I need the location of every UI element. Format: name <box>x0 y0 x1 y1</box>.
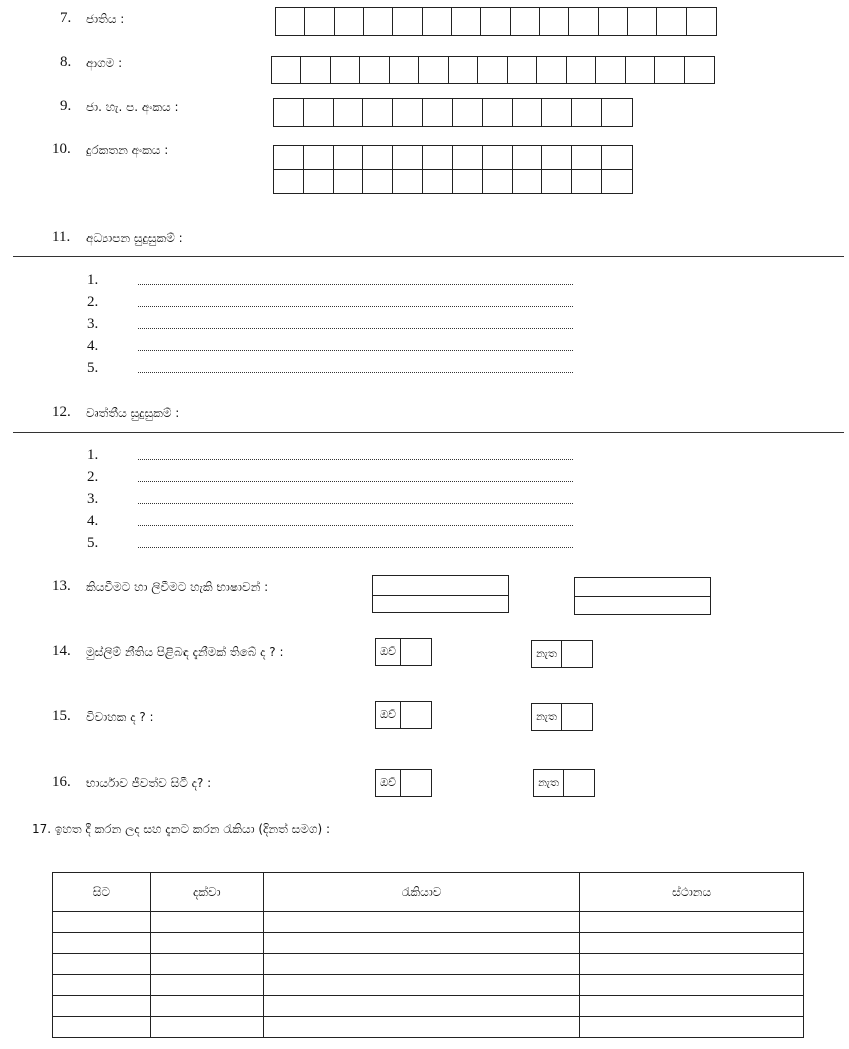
character-box[interactable] <box>274 99 304 126</box>
q11-item-number: 4. <box>87 338 99 354</box>
table-cell[interactable] <box>150 933 263 954</box>
q14-yes-option[interactable] <box>375 638 432 666</box>
yes-label: ඔව් <box>376 770 401 796</box>
table-cell[interactable] <box>150 1017 263 1038</box>
q11-item-line[interactable] <box>138 372 573 373</box>
table-cell[interactable] <box>150 996 263 1017</box>
character-box[interactable] <box>687 8 716 35</box>
table-row <box>53 954 804 975</box>
character-box[interactable] <box>511 8 540 35</box>
table-cell[interactable] <box>580 912 804 933</box>
q12-item-line[interactable] <box>138 525 573 526</box>
q12-item-line[interactable] <box>138 547 573 548</box>
q11-item-number: 3. <box>87 316 99 332</box>
q12-item-line[interactable] <box>138 459 573 460</box>
character-box[interactable] <box>537 57 566 83</box>
table-cell[interactable] <box>53 975 151 996</box>
q9-character-boxes[interactable] <box>273 98 633 127</box>
yes-checkbox[interactable] <box>401 770 431 796</box>
q15-label: විවාහක ද ? : <box>86 710 154 724</box>
q10-character-boxes-row-1[interactable] <box>273 145 633 170</box>
q11-item-number: 2. <box>87 294 99 310</box>
q9-number: 9. <box>60 98 72 114</box>
q11-item-line[interactable] <box>138 328 573 329</box>
table-cell[interactable] <box>580 954 804 975</box>
character-box[interactable] <box>602 99 632 126</box>
character-box[interactable] <box>304 146 334 169</box>
yes-checkbox[interactable] <box>401 702 431 728</box>
character-box[interactable] <box>276 8 305 35</box>
character-box[interactable] <box>304 99 334 126</box>
q8-number: 8. <box>60 54 72 70</box>
character-box[interactable] <box>542 99 572 126</box>
q16-no-option[interactable] <box>533 769 595 797</box>
character-box[interactable] <box>363 99 393 126</box>
table-cell[interactable] <box>53 1017 151 1038</box>
q12-item-number: 1. <box>87 447 99 463</box>
character-box[interactable] <box>334 146 364 169</box>
table-cell[interactable] <box>53 933 151 954</box>
q16-yes-option[interactable] <box>375 769 432 797</box>
character-box[interactable] <box>364 8 393 35</box>
q11-number: 11. <box>52 229 71 245</box>
table-cell[interactable] <box>580 1017 804 1038</box>
character-box[interactable] <box>602 170 632 193</box>
q12-item-number: 4. <box>87 513 99 529</box>
q12-divider <box>13 432 844 433</box>
character-box[interactable] <box>419 57 448 83</box>
character-box[interactable] <box>453 146 483 169</box>
q7-number: 7. <box>60 10 72 26</box>
character-box[interactable] <box>301 57 330 83</box>
character-box[interactable] <box>393 146 423 169</box>
employment-history-table <box>52 872 804 1038</box>
character-box[interactable] <box>572 99 602 126</box>
character-box[interactable] <box>423 146 453 169</box>
character-box[interactable] <box>542 146 572 169</box>
q13-language-field[interactable] <box>372 595 509 613</box>
character-box[interactable] <box>334 170 364 193</box>
no-checkbox[interactable] <box>562 641 592 667</box>
character-box[interactable] <box>393 170 423 193</box>
q13-number: 13. <box>52 578 71 594</box>
q10-label: දුරකතන අංකය : <box>86 143 169 157</box>
q11-item-line[interactable] <box>138 284 573 285</box>
character-box[interactable] <box>334 99 364 126</box>
character-box[interactable] <box>478 57 507 83</box>
character-box[interactable] <box>567 57 596 83</box>
q11-label: අධ්‍යාපන සුදුසුකම් : <box>86 231 183 245</box>
character-box[interactable] <box>305 8 334 35</box>
character-box[interactable] <box>540 8 569 35</box>
table-header-row <box>53 873 804 912</box>
q8-character-boxes[interactable] <box>271 56 715 84</box>
yes-label: ඔව් <box>376 639 401 665</box>
character-box[interactable] <box>304 170 334 193</box>
q12-item-line[interactable] <box>138 481 573 482</box>
character-box[interactable] <box>453 170 483 193</box>
no-checkbox[interactable] <box>564 770 594 796</box>
table-body <box>53 912 804 1038</box>
character-box[interactable] <box>363 170 393 193</box>
table-cell[interactable] <box>580 933 804 954</box>
column-header-job: රැකියාව <box>263 873 580 912</box>
no-checkbox[interactable] <box>562 704 592 730</box>
table-cell[interactable] <box>263 933 580 954</box>
q10-number: 10. <box>52 141 71 157</box>
q12-item-number: 3. <box>87 491 99 507</box>
character-box[interactable] <box>602 146 632 169</box>
character-box[interactable] <box>572 170 602 193</box>
character-box[interactable] <box>423 170 453 193</box>
character-box[interactable] <box>360 57 389 83</box>
q16-number: 16. <box>52 774 71 790</box>
q11-item-number: 1. <box>87 272 99 288</box>
table-cell[interactable] <box>150 912 263 933</box>
q12-number: 12. <box>52 404 71 420</box>
character-box[interactable] <box>331 57 360 83</box>
character-box[interactable] <box>655 57 684 83</box>
table-cell[interactable] <box>263 1017 580 1038</box>
character-box[interactable] <box>274 146 304 169</box>
character-box[interactable] <box>572 146 602 169</box>
no-label: නැත <box>534 770 564 796</box>
table-cell[interactable] <box>263 975 580 996</box>
character-box[interactable] <box>542 170 572 193</box>
q15-yes-option[interactable] <box>375 701 432 729</box>
q13-label: කියවීමට හා ලිවීමට හැකි භාෂාවන් : <box>86 580 269 594</box>
table-cell[interactable] <box>53 996 151 1017</box>
character-box[interactable] <box>513 146 543 169</box>
character-box[interactable] <box>452 8 481 35</box>
q14-no-option[interactable] <box>531 640 593 668</box>
table-cell[interactable] <box>580 975 804 996</box>
table-row <box>53 933 804 954</box>
q12-label: වෘත්තීය සුදුසුකම් : <box>86 406 180 420</box>
character-box[interactable] <box>453 99 483 126</box>
character-box[interactable] <box>685 57 714 83</box>
yes-label: ඔව් <box>376 702 401 728</box>
character-box[interactable] <box>274 170 304 193</box>
q7-character-boxes[interactable] <box>275 7 717 36</box>
column-header-to: දක්වා <box>150 873 263 912</box>
character-box[interactable] <box>423 99 453 126</box>
q13-language-field[interactable] <box>372 575 509 596</box>
q15-number: 15. <box>52 708 71 724</box>
table-row <box>53 1017 804 1038</box>
column-header-place: ස්ථානය <box>580 873 804 912</box>
table-cell[interactable] <box>53 954 151 975</box>
q17-label: 17. ඉහත දී කරන ලද සහ දැනට කරන රැකියා (දිනත් සමග) : <box>32 822 331 836</box>
table-row <box>53 996 804 1017</box>
character-box[interactable] <box>423 8 452 35</box>
character-box[interactable] <box>513 170 543 193</box>
character-box[interactable] <box>449 57 478 83</box>
table-cell[interactable] <box>263 912 580 933</box>
character-box[interactable] <box>393 8 422 35</box>
character-box[interactable] <box>363 146 393 169</box>
q15-no-option[interactable] <box>531 703 593 731</box>
q9-label: ජා. හැ. ප. අංකය : <box>86 100 179 114</box>
q12-item-number: 5. <box>87 535 99 551</box>
character-box[interactable] <box>483 170 513 193</box>
q8-label: ආගම : <box>86 56 123 70</box>
character-box[interactable] <box>569 8 598 35</box>
column-header-from: සිට <box>53 873 151 912</box>
q13-language-field[interactable] <box>574 596 711 615</box>
table-cell[interactable] <box>263 954 580 975</box>
character-box[interactable] <box>393 99 423 126</box>
q14-number: 14. <box>52 643 71 659</box>
q12-item-number: 2. <box>87 469 99 485</box>
table-row <box>53 975 804 996</box>
character-box[interactable] <box>483 146 513 169</box>
table-cell[interactable] <box>263 996 580 1017</box>
table-cell[interactable] <box>580 996 804 1017</box>
q10-character-boxes-row-2[interactable] <box>273 169 633 194</box>
character-box[interactable] <box>483 99 513 126</box>
character-box[interactable] <box>628 8 657 35</box>
character-box[interactable] <box>481 8 510 35</box>
table-cell[interactable] <box>53 912 151 933</box>
table-cell[interactable] <box>150 975 263 996</box>
q11-divider <box>13 256 844 257</box>
character-box[interactable] <box>657 8 686 35</box>
q13-language-field[interactable] <box>574 577 711 597</box>
character-box[interactable] <box>596 57 625 83</box>
no-label: නැත <box>532 704 562 730</box>
q12-item-line[interactable] <box>138 503 573 504</box>
table-row <box>53 912 804 933</box>
no-label: නැත <box>532 641 562 667</box>
character-box[interactable] <box>513 99 543 126</box>
q11-item-line[interactable] <box>138 306 573 307</box>
character-box[interactable] <box>626 57 655 83</box>
table-cell[interactable] <box>150 954 263 975</box>
q11-item-line[interactable] <box>138 350 573 351</box>
character-box[interactable] <box>599 8 628 35</box>
character-box[interactable] <box>390 57 419 83</box>
q14-label: මුස්ලිම් නීතිය පිළිබඳ දැනීමක් තිබේ ද ? : <box>86 645 284 659</box>
character-box[interactable] <box>272 57 301 83</box>
q11-item-number: 5. <box>87 360 99 376</box>
character-box[interactable] <box>508 57 537 83</box>
character-box[interactable] <box>335 8 364 35</box>
yes-checkbox[interactable] <box>401 639 431 665</box>
q7-label: ජාතිය : <box>86 12 125 26</box>
q16-label: භාර්යාව ජීවත්ව සිටී ද? : <box>86 776 212 790</box>
